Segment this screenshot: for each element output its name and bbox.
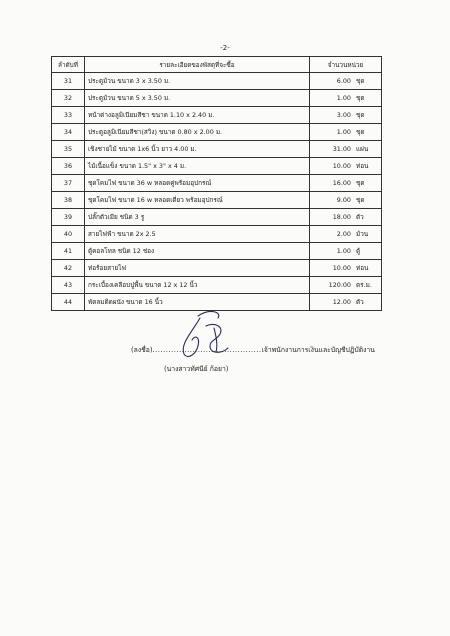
table-row — [52, 243, 382, 260]
cell-quantity: 12.00 — [310, 294, 354, 311]
cell-quantity: 1.00 — [310, 90, 354, 107]
cell-quantity: 10.00 — [310, 158, 354, 175]
cell-no: 35 — [52, 141, 85, 158]
header-description: รายละเอียดของพัสดุที่จะซื้อ — [85, 57, 310, 73]
items-table — [51, 56, 382, 311]
table-row — [52, 141, 382, 158]
cell-quantity: 9.00 — [310, 192, 354, 209]
cell-unit: ชุด — [353, 192, 382, 209]
cell-unit: ชุด — [353, 90, 382, 107]
cell-unit: ชุด — [353, 124, 382, 141]
cell-no: 31 — [52, 73, 85, 90]
cell-description: สายไฟฟ้า ขนาด 2x 2.5 — [85, 226, 310, 243]
cell-description: ชุดโคมไฟ ขนาด 16 w หลอดเดี่ยว พร้อมอุปกรณ์ — [85, 192, 310, 209]
cell-description: เชิงชายไม้ ขนาด 1x6 นิ้ว ยาว 4.00 ม. — [85, 141, 310, 158]
table-row — [52, 209, 382, 226]
signature-line — [131, 344, 375, 355]
cell-no: 44 — [52, 294, 85, 311]
cell-description: ท่อร้อยสายไฟ — [85, 260, 310, 277]
signature-dots: ......................................... — [152, 346, 262, 354]
cell-unit: ม้วน — [353, 226, 382, 243]
cell-description: ประตูอลูมิเนียมสีชา(สวิง) ขนาด 0.80 x 2.00 ม. — [85, 124, 310, 141]
signature-position: เจ้าพนักงานการเงินและบัญชีปฏิบัติงาน — [261, 346, 375, 354]
signer-name: (นางสาวทัศนีย์ ก้อยา) — [164, 365, 229, 373]
table-row — [52, 192, 382, 209]
cell-unit: ชุด — [353, 73, 382, 90]
cell-no: 38 — [52, 192, 85, 209]
page-number: -2- — [220, 44, 230, 52]
cell-unit: ท่อน — [353, 260, 382, 277]
signature-prefix: (ลงชื่อ) — [131, 346, 153, 354]
cell-no: 34 — [52, 124, 85, 141]
cell-quantity: 31.00 — [310, 141, 354, 158]
cell-unit: ตัว — [353, 209, 382, 226]
table-row — [52, 107, 382, 124]
cell-description: ประตูม้วน ขนาด 3 x 3.50 ม. — [85, 73, 310, 90]
cell-quantity: 120.00 — [310, 277, 354, 294]
cell-description: ชุดโคมไฟ ขนาด 36 w หลอดคู่พร้อมอุปกรณ์ — [85, 175, 310, 192]
cell-description: ประตูม้วน ขนาด 5 x 3.50 ม. — [85, 90, 310, 107]
cell-quantity: 2.00 — [310, 226, 354, 243]
table-row — [52, 260, 382, 277]
table-row — [52, 226, 382, 243]
cell-no: 41 — [52, 243, 85, 260]
cell-quantity: 18.00 — [310, 209, 354, 226]
cell-description: ไม้เนื้อแข็ง ขนาด 1.5" x 3" x 4 ม. — [85, 158, 310, 175]
handwritten-signature — [170, 304, 240, 364]
cell-description: กระเบื้องเคลือบปูพื้น ขนาด 12 x 12 นิ้ว — [85, 277, 310, 294]
cell-no: 39 — [52, 209, 85, 226]
table-row — [52, 73, 382, 90]
cell-no: 32 — [52, 90, 85, 107]
cell-no: 36 — [52, 158, 85, 175]
cell-quantity: 1.00 — [310, 124, 354, 141]
cell-quantity: 3.00 — [310, 107, 354, 124]
cell-unit: ชุด — [353, 175, 382, 192]
cell-unit: ตู้ — [353, 243, 382, 260]
cell-no: 37 — [52, 175, 85, 192]
cell-no: 40 — [52, 226, 85, 243]
table-row — [52, 277, 382, 294]
cell-description: ตู้คอลโทล ชนิด 12 ช่อง — [85, 243, 310, 260]
cell-quantity: 10.00 — [310, 260, 354, 277]
table-header-row — [52, 57, 382, 73]
table-row — [52, 90, 382, 107]
header-quantity-unit: จำนวนหน่วย — [310, 57, 382, 73]
cell-description: ปลั๊กตัวเมีย ชนิด 3 รู — [85, 209, 310, 226]
cell-unit: ท่อน — [353, 158, 382, 175]
header-no: ลำดับที่ — [52, 57, 85, 73]
table-row — [52, 158, 382, 175]
cell-unit: แผ่น — [353, 141, 382, 158]
cell-unit: ตร.ม. — [353, 277, 382, 294]
cell-description: พัดลมติดผนัง ขนาด 16 นิ้ว — [85, 294, 310, 311]
cell-no: 43 — [52, 277, 85, 294]
cell-quantity: 16.00 — [310, 175, 354, 192]
cell-quantity: 1.00 — [310, 243, 354, 260]
cell-unit: ตัว — [353, 294, 382, 311]
cell-no: 33 — [52, 107, 85, 124]
cell-no: 42 — [52, 260, 85, 277]
cell-quantity: 6.00 — [310, 73, 354, 90]
cell-description: หน้าต่างอลูมิเนียมสีชา ขนาด 1.10 x 2.40 ม. — [85, 107, 310, 124]
cell-unit: ชุด — [353, 107, 382, 124]
table-row — [52, 175, 382, 192]
table-row — [52, 124, 382, 141]
